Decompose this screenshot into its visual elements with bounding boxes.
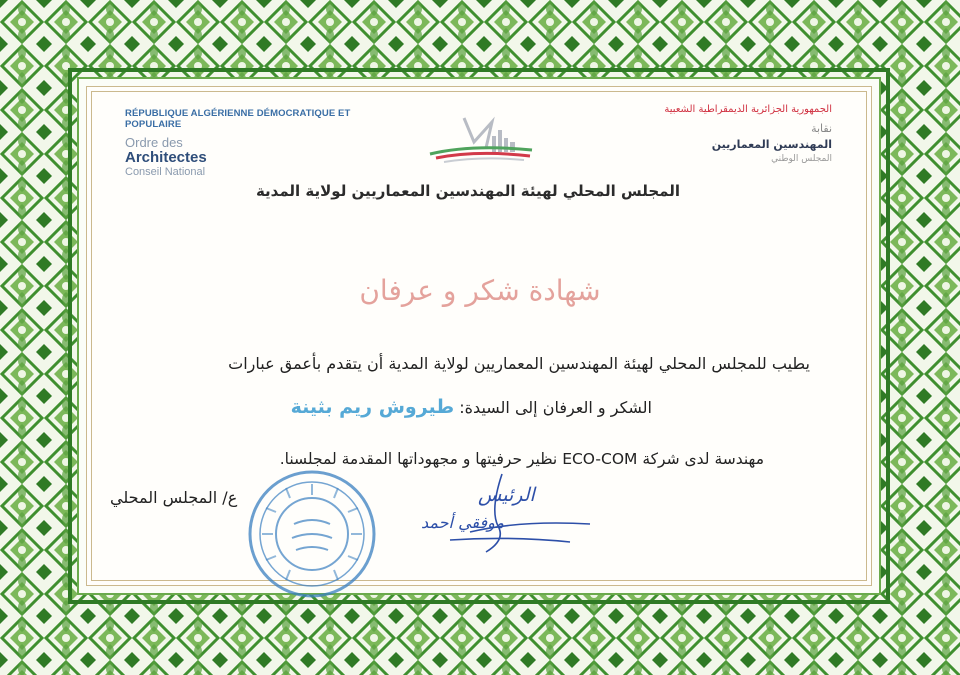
recipient-name: طيروش ريم بثينة (290, 396, 455, 418)
niqaba-label: نقابة (811, 122, 832, 135)
issuer-subtitle: المجلس المحلي لهيئة المهندسين المعماريين لولاية المدية (255, 182, 680, 200)
body-line-3: مهندسة لدى شركة ECO-COM نظير حرفيتها و مجهوداتها المقدمة لمجلسنا. (279, 450, 764, 468)
ordre-label: Ordre des (125, 135, 183, 150)
republic-french: RÉPUBLIQUE ALGÉRIENNE DÉMOCRATIQUE ET POPULAIRE (125, 108, 351, 130)
architects-logo-icon (422, 110, 538, 166)
national-council-label: المجلس الوطني (771, 154, 832, 164)
architectes-label: Architectes (125, 149, 207, 166)
certificate-title: شهادة شكر و عرفان (359, 274, 601, 307)
body-line-2-prefix: الشكر و العرفان إلى السيدة: (459, 398, 652, 417)
engineers-label: المهندسين المعماريين (711, 138, 832, 151)
signatory-name: موفقي أحمد (421, 513, 504, 532)
republic-arabic: الجمهورية الجزائرية الديمقراطية الشعبية (664, 104, 832, 115)
header-left (125, 108, 405, 178)
official-stamp (246, 468, 378, 600)
council-signature-label: ع/ المجلس المحلي (110, 488, 238, 507)
conseil-label: Conseil National (125, 166, 206, 178)
signatory-role: الرئيس (478, 484, 535, 506)
header-right (600, 104, 832, 164)
body-line-2 (291, 396, 652, 418)
body-line-1: يطيب للمجلس المحلي لهيئة المهندسين المعماريين لولاية المدية أن يتقدم بأعمق عبارات (228, 354, 810, 373)
